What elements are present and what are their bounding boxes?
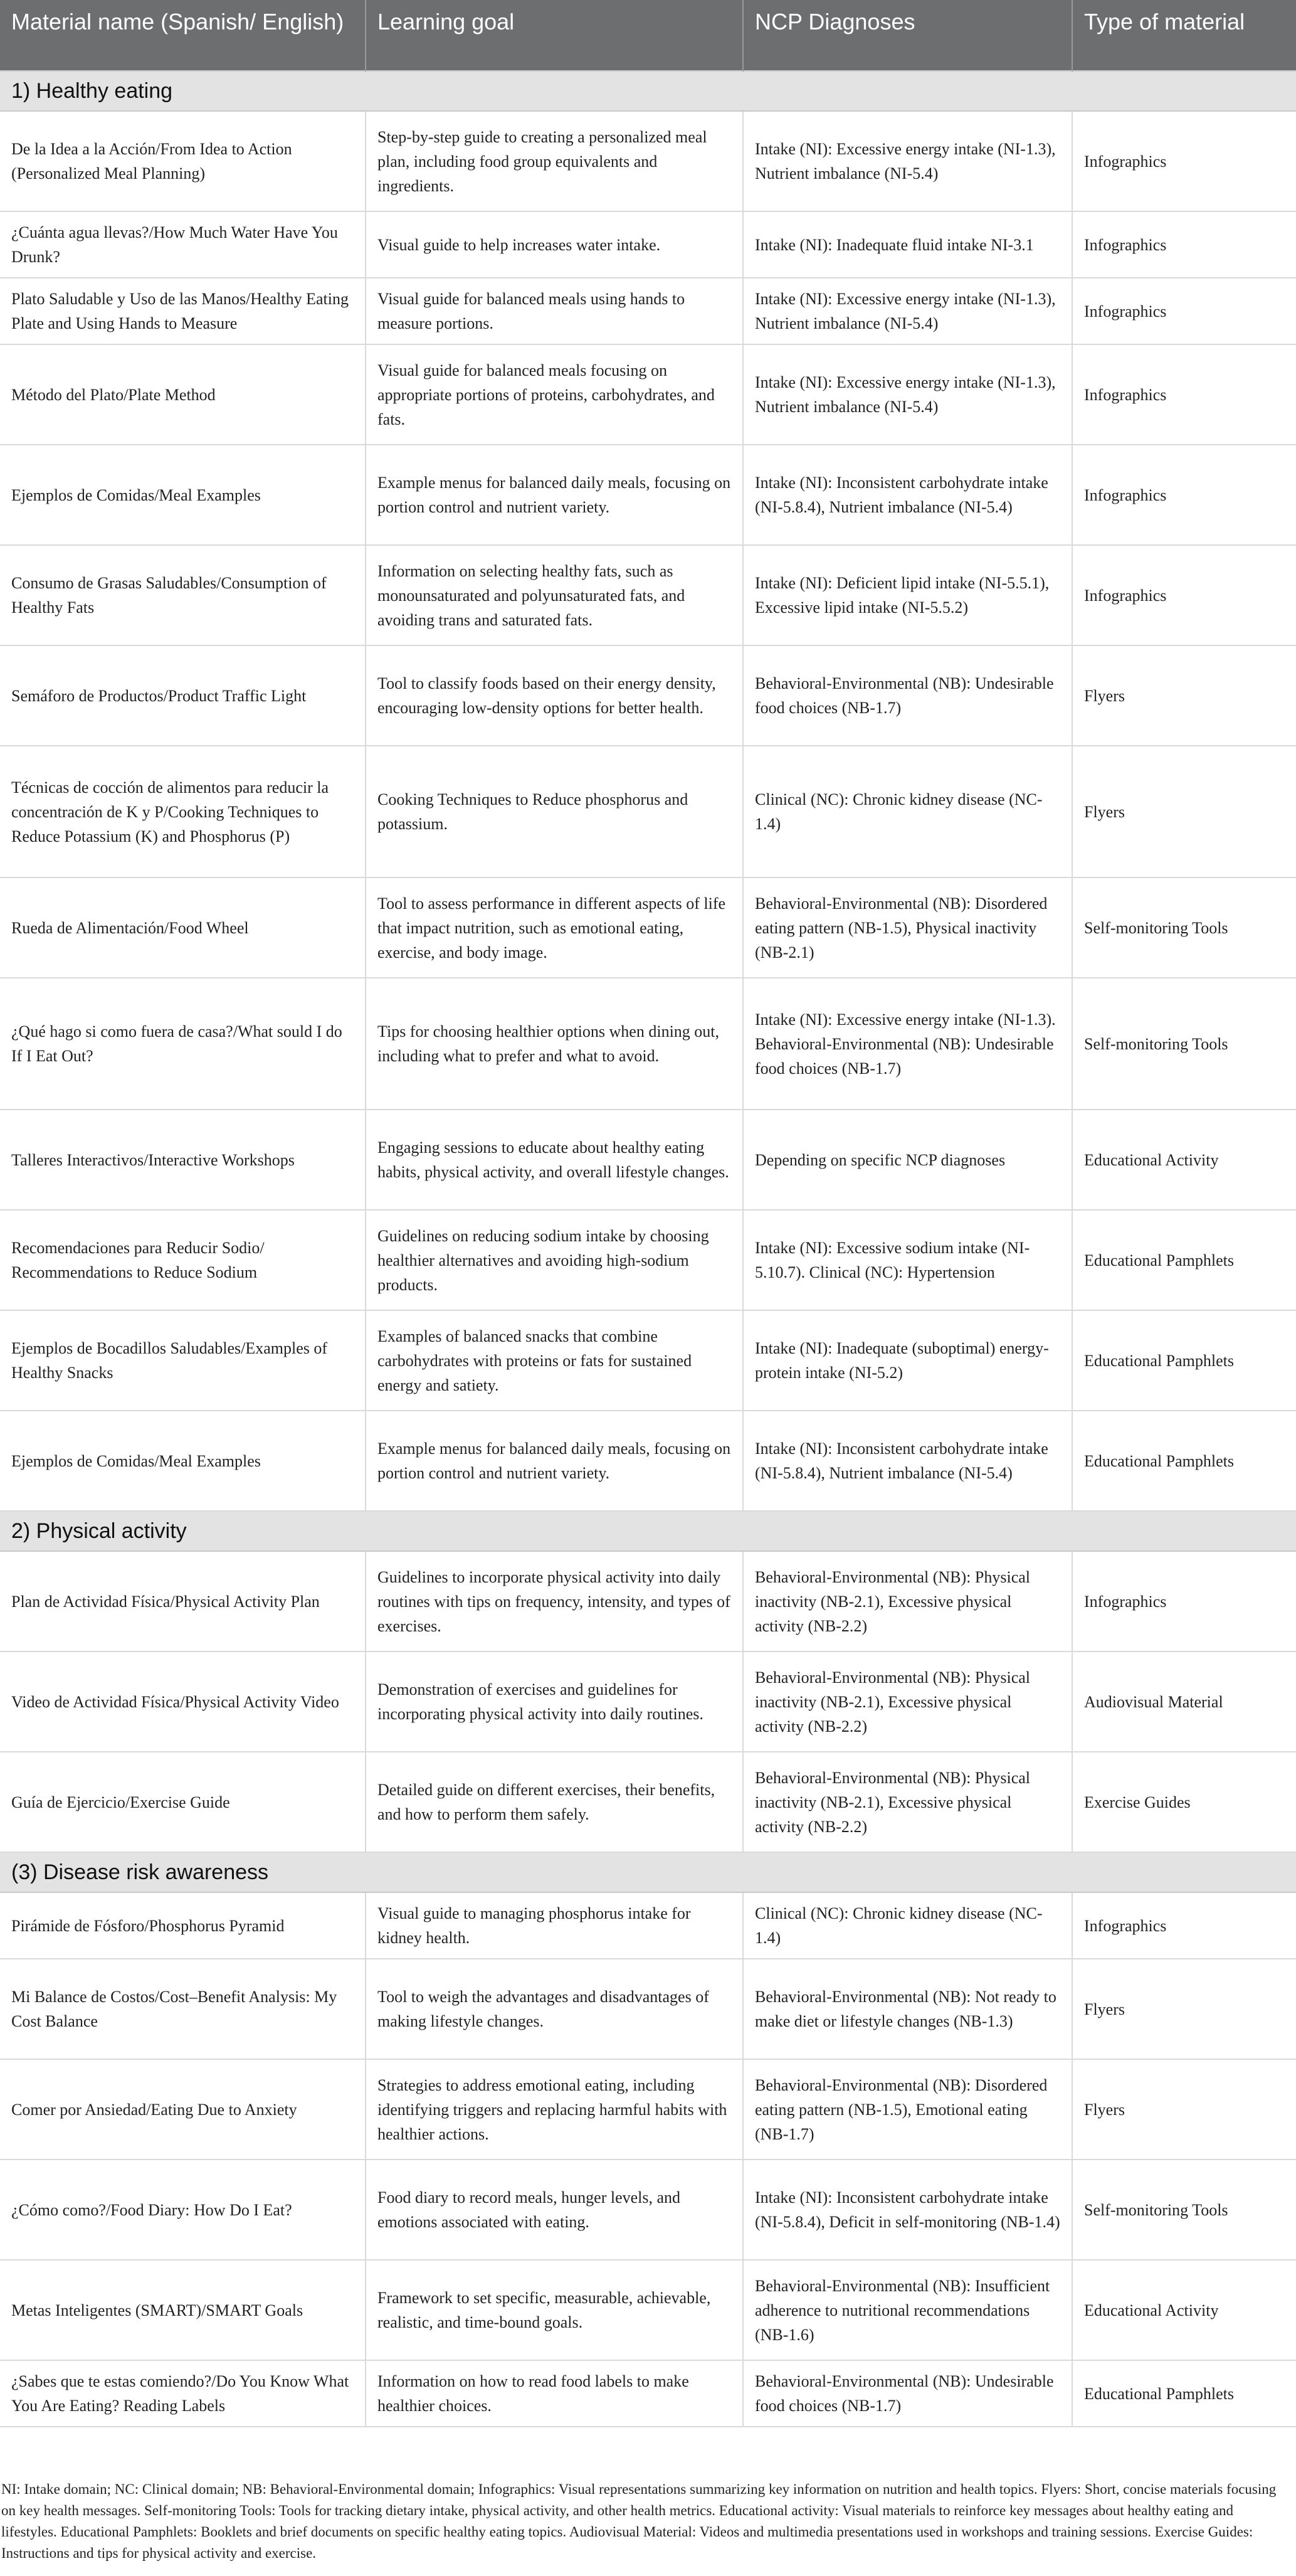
cell-ncp-diagnoses: Behavioral-Environmental (NB): Physical inactivity (NB-2.1), Excessive physical activity (NB-2.2) <box>743 1752 1072 1852</box>
cell-learning-goal: Information on selecting healthy fats, such as monounsaturated and polyunsaturated fats, and avoiding trans and saturated fats. <box>366 545 743 645</box>
cell-ncp-diagnoses: Intake (NI): Inconsistent carbohydrate intake (NI-5.8.4), Nutrient imbalance (NI-5.4) <box>743 445 1072 545</box>
cell-type-of-material: Audiovisual Material <box>1072 1651 1296 1752</box>
cell-material-name: Plato Saludable y Uso de las Manos/Healthy Eating Plate and Using Hands to Measure <box>0 278 366 344</box>
table-row <box>0 1551 1296 1651</box>
cell-material-name: Talleres Interactivos/Interactive Workshops <box>0 1110 366 1210</box>
cell-learning-goal: Food diary to record meals, hunger levels, and emotions associated with eating. <box>366 2160 743 2260</box>
cell-learning-goal: Example menus for balanced daily meals, focusing on portion control and nutrient variety. <box>366 445 743 545</box>
table-row <box>0 2260 1296 2360</box>
cell-type-of-material: Educational Activity <box>1072 1110 1296 1210</box>
table-header <box>0 0 1296 71</box>
cell-material-name: Técnicas de cocción de alimentos para reducir la concentración de K y P/Cooking Techniques to Reduce Potassium (K) and Phosphorus (P) <box>0 746 366 877</box>
section-header-row <box>0 71 1296 111</box>
cell-ncp-diagnoses: Clinical (NC): Chronic kidney disease (NC-1.4) <box>743 1892 1072 1959</box>
cell-type-of-material: Infographics <box>1072 445 1296 545</box>
header-material-name: Material name (Spanish/ English) <box>0 0 366 71</box>
cell-material-name: Rueda de Alimentación/Food Wheel <box>0 877 366 978</box>
cell-type-of-material: Infographics <box>1072 545 1296 645</box>
table-footnote: NI: Intake domain; NC: Clinical domain; NB: Behavioral-Environmental domain; Infographics: Visual representations summarizing key information on nutrition and health topics. Flyers: Short, concise materials focusing on key health messages. Self-monitoring Tools: Tools for tracking dietary intake, physical activity, and other health metrics. Educational activity: Visual materials to reinforce key messages about healthy eating and lifestyles. Educational Pamphlets: Booklets and brief documents on specific healthy eating topics. Audiovisual Material: Videos and multimedia presentations used in workshops and training sessions. Exercise Guides: Instructions and tips for physical activity and exercise. <box>1 2481 1277 2561</box>
table-row <box>0 2360 1296 2427</box>
cell-learning-goal: Visual guide to managing phosphorus intake for kidney health. <box>366 1892 743 1959</box>
cell-material-name: Plan de Actividad Física/Physical Activity Plan <box>0 1551 366 1651</box>
cell-ncp-diagnoses: Intake (NI): Inconsistent carbohydrate intake (NI-5.8.4), Nutrient imbalance (NI-5.4) <box>743 1411 1072 1511</box>
table-row <box>0 1110 1296 1210</box>
table-row <box>0 545 1296 645</box>
cell-ncp-diagnoses: Behavioral-Environmental (NB): Undesirable food choices (NB-1.7) <box>743 2360 1072 2427</box>
cell-learning-goal: Guidelines to incorporate physical activity into daily routines with tips on frequency, intensity, and types of exercises. <box>366 1551 743 1651</box>
table-row <box>0 1210 1296 1310</box>
cell-ncp-diagnoses: Behavioral-Environmental (NB): Not ready to make diet or lifestyle changes (NB-1.3) <box>743 1959 1072 2059</box>
cell-material-name: Recomendaciones para Reducir Sodio/ Recommendations to Reduce Sodium <box>0 1210 366 1310</box>
cell-type-of-material: Flyers <box>1072 1959 1296 2059</box>
cell-material-name: Consumo de Grasas Saludables/Consumption of Healthy Fats <box>0 545 366 645</box>
cell-ncp-diagnoses: Behavioral-Environmental (NB): Physical inactivity (NB-2.1), Excessive physical activity (NB-2.2) <box>743 1651 1072 1752</box>
cell-ncp-diagnoses: Intake (NI): Excessive sodium intake (NI-5.10.7). Clinical (NC): Hypertension <box>743 1210 1072 1310</box>
cell-learning-goal: Information on how to read food labels to make healthier choices. <box>366 2360 743 2427</box>
cell-ncp-diagnoses: Behavioral-Environmental (NB): Undesirable food choices (NB-1.7) <box>743 645 1072 746</box>
table-row <box>0 344 1296 445</box>
cell-type-of-material: Self-monitoring Tools <box>1072 2160 1296 2260</box>
cell-learning-goal: Cooking Techniques to Reduce phosphorus and potassium. <box>366 746 743 877</box>
cell-ncp-diagnoses: Clinical (NC): Chronic kidney disease (NC-1.4) <box>743 746 1072 877</box>
cell-learning-goal: Framework to set specific, measurable, achievable, realistic, and time-bound goals. <box>366 2260 743 2360</box>
cell-ncp-diagnoses: Behavioral-Environmental (NB): Physical inactivity (NB-2.1), Excessive physical activity (NB-2.2) <box>743 1551 1072 1651</box>
table-row <box>0 111 1296 211</box>
cell-ncp-diagnoses: Intake (NI): Inconsistent carbohydrate intake (NI-5.8.4), Deficit in self-monitoring (NB-1.4) <box>743 2160 1072 2260</box>
cell-material-name: Comer por Ansiedad/Eating Due to Anxiety <box>0 2059 366 2160</box>
cell-type-of-material: Self-monitoring Tools <box>1072 978 1296 1110</box>
cell-type-of-material: Infographics <box>1072 1551 1296 1651</box>
cell-type-of-material: Infographics <box>1072 344 1296 445</box>
table-row <box>0 445 1296 545</box>
table-row <box>0 877 1296 978</box>
cell-type-of-material: Infographics <box>1072 211 1296 278</box>
table-row <box>0 1752 1296 1852</box>
table-row <box>0 1892 1296 1959</box>
header-row <box>0 0 1296 71</box>
cell-learning-goal: Guidelines on reducing sodium intake by choosing healthier alternatives and avoiding high-sodium products. <box>366 1210 743 1310</box>
cell-material-name: Mi Balance de Costos/Cost–Benefit Analysis: My Cost Balance <box>0 1959 366 2059</box>
table-row <box>0 211 1296 278</box>
header-ncp-diagnoses: NCP Diagnoses <box>743 0 1072 71</box>
cell-material-name: De la Idea a la Acción/From Idea to Action (Personalized Meal Planning) <box>0 111 366 211</box>
cell-learning-goal: Step-by-step guide to creating a personalized meal plan, including food group equivalents and ingredients. <box>366 111 743 211</box>
cell-learning-goal: Example menus for balanced daily meals, focusing on portion control and nutrient variety. <box>366 1411 743 1511</box>
table-row <box>0 2160 1296 2260</box>
cell-learning-goal: Engaging sessions to educate about healthy eating habits, physical activity, and overall lifestyle changes. <box>366 1110 743 1210</box>
cell-ncp-diagnoses: Behavioral-Environmental (NB): Disordered eating pattern (NB-1.5), Physical inactivity (NB-2.1) <box>743 877 1072 978</box>
cell-learning-goal: Examples of balanced snacks that combine carbohydrates with proteins or fats for sustained energy and satiety. <box>366 1310 743 1411</box>
cell-type-of-material: Educational Pamphlets <box>1072 1210 1296 1310</box>
cell-learning-goal: Strategies to address emotional eating, including identifying triggers and replacing harmful habits with healthier actions. <box>366 2059 743 2160</box>
table-row <box>0 1651 1296 1752</box>
cell-learning-goal: Tips for choosing healthier options when dining out, including what to prefer and what to avoid. <box>366 978 743 1110</box>
cell-type-of-material: Infographics <box>1072 1892 1296 1959</box>
cell-material-name: Guía de Ejercicio/Exercise Guide <box>0 1752 366 1852</box>
section-header-row <box>0 1852 1296 1892</box>
cell-type-of-material: Infographics <box>1072 278 1296 344</box>
cell-type-of-material: Flyers <box>1072 2059 1296 2160</box>
cell-ncp-diagnoses: Behavioral-Environmental (NB): Disordered eating pattern (NB-1.5), Emotional eating (NB-1.7) <box>743 2059 1072 2160</box>
cell-ncp-diagnoses: Intake (NI): Excessive energy intake (NI-1.3), Nutrient imbalance (NI-5.4) <box>743 111 1072 211</box>
cell-type-of-material: Flyers <box>1072 746 1296 877</box>
cell-ncp-diagnoses: Depending on specific NCP diagnoses <box>743 1110 1072 1210</box>
cell-learning-goal: Visual guide for balanced meals focusing on appropriate portions of proteins, carbohydrates, and fats. <box>366 344 743 445</box>
cell-type-of-material: Self-monitoring Tools <box>1072 877 1296 978</box>
table-row <box>0 2059 1296 2160</box>
cell-type-of-material: Flyers <box>1072 645 1296 746</box>
cell-type-of-material: Educational Pamphlets <box>1072 1310 1296 1411</box>
cell-learning-goal: Visual guide for balanced meals using hands to measure portions. <box>366 278 743 344</box>
cell-ncp-diagnoses: Intake (NI): Excessive energy intake (NI-1.3), Nutrient imbalance (NI-5.4) <box>743 278 1072 344</box>
cell-ncp-diagnoses: Intake (NI): Deficient lipid intake (NI-5.5.1), Excessive lipid intake (NI-5.5.2) <box>743 545 1072 645</box>
cell-type-of-material: Educational Activity <box>1072 2260 1296 2360</box>
cell-material-name: Pirámide de Fósforo/Phosphorus Pyramid <box>0 1892 366 1959</box>
cell-learning-goal: Tool to assess performance in different aspects of life that impact nutrition, such as emotional eating, exercise, and body image. <box>366 877 743 978</box>
cell-material-name: ¿Cómo como?/Food Diary: How Do I Eat? <box>0 2160 366 2260</box>
cell-material-name: Video de Actividad Física/Physical Activity Video <box>0 1651 366 1752</box>
cell-ncp-diagnoses: Intake (NI): Excessive energy intake (NI-1.3), Nutrient imbalance (NI-5.4) <box>743 344 1072 445</box>
header-learning-goal: Learning goal <box>366 0 743 71</box>
section-title: 2) Physical activity <box>0 1511 1296 1551</box>
table-row <box>0 978 1296 1110</box>
cell-material-name: ¿Cuánta agua llevas?/How Much Water Have You Drunk? <box>0 211 366 278</box>
table-row <box>0 645 1296 746</box>
cell-material-name: Ejemplos de Bocadillos Saludables/Examples of Healthy Snacks <box>0 1310 366 1411</box>
header-type-of-material: Type of material <box>1072 0 1296 71</box>
cell-material-name: ¿Qué hago si como fuera de casa?/What sould I do If I Eat Out? <box>0 978 366 1110</box>
table-row <box>0 1310 1296 1411</box>
cell-material-name: Método del Plato/Plate Method <box>0 344 366 445</box>
cell-material-name: Ejemplos de Comidas/Meal Examples <box>0 445 366 545</box>
cell-ncp-diagnoses: Intake (NI): Excessive energy intake (NI-1.3). Behavioral-Environmental (NB): Undesirable food choices (NB-1.7) <box>743 978 1072 1110</box>
cell-ncp-diagnoses: Behavioral-Environmental (NB): Insufficient adherence to nutritional recommendations (NB-1.6) <box>743 2260 1072 2360</box>
cell-type-of-material: Exercise Guides <box>1072 1752 1296 1852</box>
cell-type-of-material: Infographics <box>1072 111 1296 211</box>
cell-learning-goal: Demonstration of exercises and guidelines for incorporating physical activity into daily routines. <box>366 1651 743 1752</box>
table-row <box>0 746 1296 877</box>
cell-material-name: Metas Inteligentes (SMART)/SMART Goals <box>0 2260 366 2360</box>
table-row <box>0 278 1296 344</box>
section-header-row <box>0 1511 1296 1551</box>
cell-learning-goal: Tool to weigh the advantages and disadvantages of making lifestyle changes. <box>366 1959 743 2059</box>
cell-material-name: ¿Sabes que te estas comiendo?/Do You Know What You Are Eating? Reading Labels <box>0 2360 366 2427</box>
cell-material-name: Semáforo de Productos/Product Traffic Light <box>0 645 366 746</box>
cell-material-name: Ejemplos de Comidas/Meal Examples <box>0 1411 366 1511</box>
cell-ncp-diagnoses: Intake (NI): Inadequate fluid intake NI-3.1 <box>743 211 1072 278</box>
table-body <box>0 71 1296 2427</box>
cell-learning-goal: Detailed guide on different exercises, their benefits, and how to perform them safely. <box>366 1752 743 1852</box>
cell-learning-goal: Tool to classify foods based on their energy density, encouraging low-density options for better health. <box>366 645 743 746</box>
cell-type-of-material: Educational Pamphlets <box>1072 1411 1296 1511</box>
table-row <box>0 1959 1296 2059</box>
cell-ncp-diagnoses: Intake (NI): Inadequate (suboptimal) energy-protein intake (NI-5.2) <box>743 1310 1072 1411</box>
table-row <box>0 1411 1296 1511</box>
cell-type-of-material: Educational Pamphlets <box>1072 2360 1296 2427</box>
cell-learning-goal: Visual guide to help increases water intake. <box>366 211 743 278</box>
section-title: 1) Healthy eating <box>0 71 1296 111</box>
section-title: (3) Disease risk awareness <box>0 1852 1296 1892</box>
